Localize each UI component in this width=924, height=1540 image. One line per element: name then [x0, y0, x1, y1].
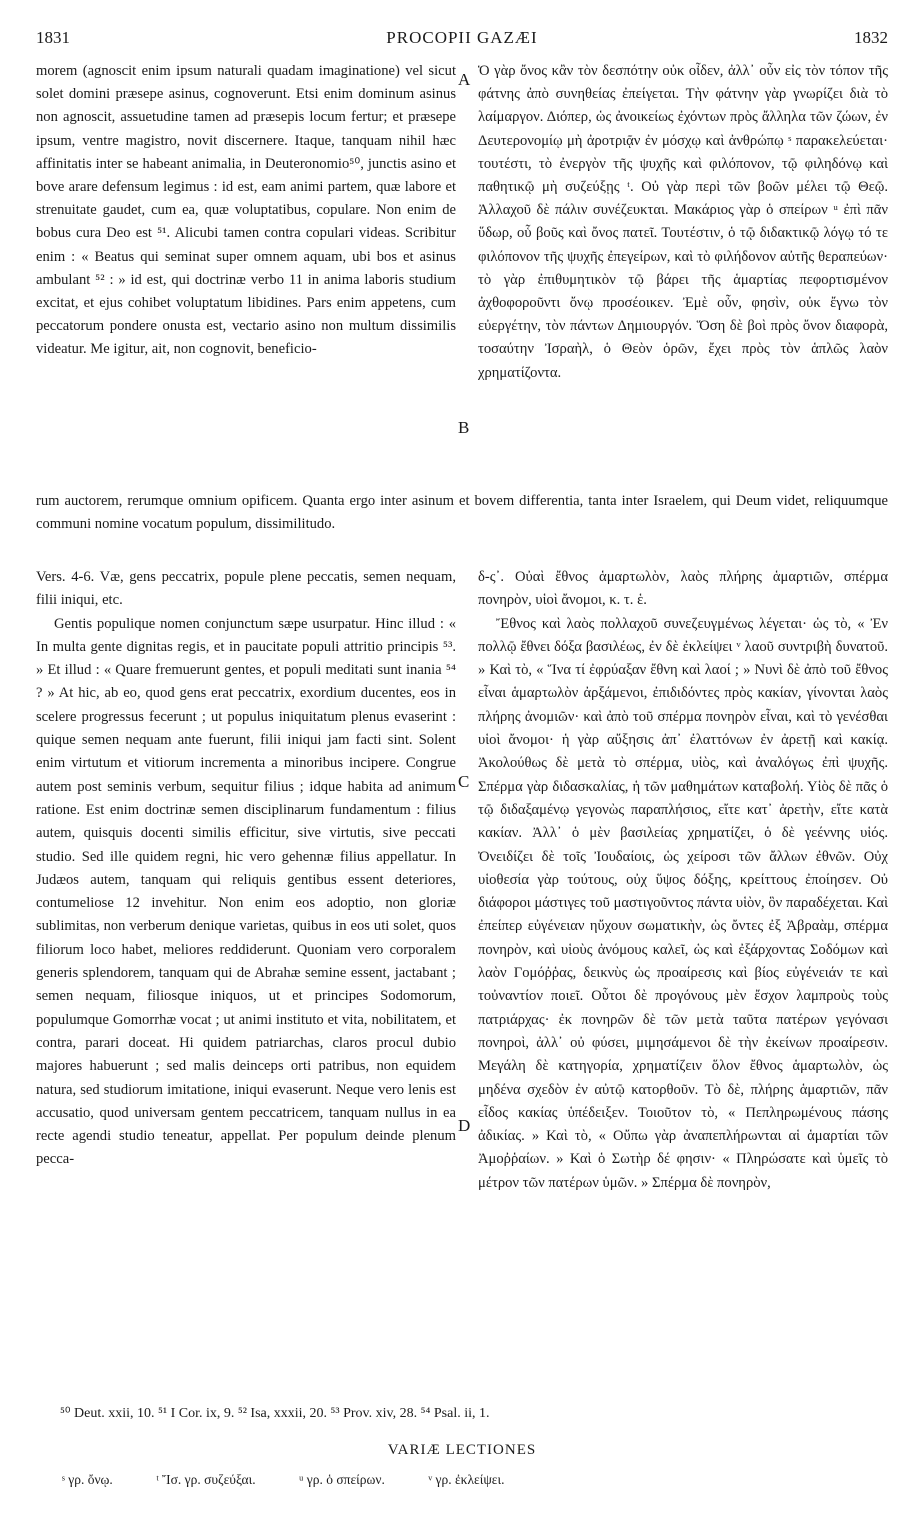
- latin-verse-commentary: Vers. 4-6. Væ, gens peccatrix, popule plene peccatis, semen nequam, filii iniqui, etc.: [36, 569, 456, 609]
- latin-column-bottom: [36, 566, 456, 1172]
- margin-letter-d: D: [458, 1116, 471, 1135]
- commentary-paragraph: Ἔθνος καὶ λαὸς πολλαχοῦ συνεζευγμένως λέγεται· ὡς τὸ, « Ἐν πολλῷ ἔθνει δόξα βασιλέως, ἐν δὲ ἐκλείψει ᵛ λαοῦ συντριβὴ δυνατοῦ. » Καὶ τὸ, « Ἵνα τί ἐφρύαξαν ἔθνη καὶ λαοί ; » Νυνὶ δὲ ἀπὸ τοῦ ἔθνος εἶναι ἁμαρτωλὸν ἀρξάμενοι, ἐπιδιδόντες πρὸς κακίαν, γίνονται λαὸς πλήρης ἀνομιῶν· καὶ ἀπὸ τοῦ σπέρμα πονηρὸν εἶναι, καὶ τὸ γενέσθαι υἱοὶ ἄνομοι· ἡ γὰρ αὔξησις ἀπ᾽ ἐλαττόνων ἐν ἀρετῇ καὶ κακίᾳ. Ἀκολούθως δὲ μετὰ τὸ σπέρμα, υἱὸς, καὶ ἀναλόγως ἐπὶ ψυχῆς. Σπέρμα γὰρ διδασκαλίας, ἡ τῶν μαθημάτων καταβολή. Υἱὸς δὲ πᾶς ὁ τῷ διδαξαμένῳ γεγονὼς παραπλήσιος, εἴτε κατ᾽ ἀρετὴν, εἴτε κατὰ κακίαν. Ἀλλ᾽ ὁ μὲν βασιλείας χρηματίζει, ὁ δὲ γεέννης υἱός. Ὀνειδίζει δὲ τοῖς Ἰουδαίοις, ὡς χείροσι τῶν ἄλλων ἐθνῶν. Οὐχ υἱοθεσία γὰρ τούτους, οὐχ ὕψος δόξης, κρείττους ἐποίησεν. Οὐ διάφοροι μάστιγες τοῦ μαστιγοῦντος πάντα υἱὸν, ὃν παραδέχεται. Καὶ ἐπείπερ εὐγένειαν ηὔχουν σωματικὴν, ὡς ὄντες ἐξ Ἀβραὰμ, σπέρμα πονηρὸν, καὶ υἱοὺς ἀνόμους καλεῖ, ὡς καὶ ἐξάρχοντας Σοδόμων καὶ λαὸν Γομόῤῥας, δεικνὺς ὡς προαίρεσις καὶ βίος εὐγένειάν τε καὶ τοὐναντίον ποιεῖ. Οὗτοι δὲ προγόνους μὲν ἔσχον λαμπροὺς τοὺς πατριάρχας· ἐκ πονηρῶν δὲ τῶν μετὰ ταῦτα πατέρων γεγόνασι πονηροὶ, ἀλλ᾽ οὐ φύσει, μιμησάμενοι δὲ τὴν ἐκείνων προαίρεσιν. Μεγάλη δὲ κατηγορία, χρηματίζειν ὅλον ἔθνος ἁμαρτωλὸν, ὡς μηδένα σχεδὸν ἐν αὐτῷ κατορθοῦν. Τὸ δὲ, πλήρης ἁμαρτιῶν, πᾶν εἶδος κακίας ὑπέδειξεν. Τοιοῦτον τὸ, « Πεπληρωμένους πάσης ἀδικίας. » Καὶ τὸ, « Οὔπω γὰρ ἀναπεπλήρωνται αἱ ἁμαρτίαι τῶν Ἀμοῤῥαίων. » Καὶ ὁ Σωτὴρ δέ φησιν· « Πληρώσατε καὶ ὑμεῖς τὸ μέτρον τῶν πατέρων ὑμῶν. » Σπέρμα δὲ πονηρὸν,: [478, 615, 888, 1191]
- footnotes: ⁵⁰ Deut. xxii, 10. ⁵¹ I Cor. ix, 9. ⁵² Isa, xxxii, 20. ⁵³ Prov. xiv, 28. ⁵⁴ Psal. ii, 1.: [60, 1406, 490, 1421]
- variant-reading: ᵛ γρ. ἐκλείψει.: [428, 1472, 505, 1487]
- variant-reading: ˢ γρ. ὄνῳ.: [62, 1472, 113, 1487]
- latin-spanning-text: rum auctorem, rerumque omnium opificem. Quanta ergo inter asinum et bovem differentia, tanta inter Israelem, qui Deum videt, reliquumque communi nomine vocatum populum, dissimilitudo.: [36, 493, 888, 533]
- page-number-left: 1831: [36, 28, 70, 47]
- greek-column-top: [478, 60, 888, 385]
- greek-column-bottom: [478, 566, 888, 1195]
- page-number-right: 1832: [854, 28, 888, 47]
- greek-paragraph: Ὁ γὰρ ὄνος κἂν τὸν δεσπότην οὐκ οἶδεν, ἀλλ᾽ οὖν εἰς τὸν τόπον τῆς φάτνης ἀπὸ συνηθείας ἐπείγεται. Τὴν φάτνην γὰρ γνωρίζει διὰ τὸ λαίμαργον. Διόπερ, ὡς ἀνοικείως ἐχόντων πρὸς ἄλληλα τῶν ζώων, ἐν Δευτερονομίῳ μὴ ἀροτριᾷν ἐν μόσχῳ καὶ ἀνθρώπῳ ˢ παρακελεύεται· τουτέστι, τὸ ἐνεργὸν τῆς ψυχῆς καὶ φιλόπονον, τῷ φιληδόνῳ καὶ παθητικῷ μὴ συζεύξῃς ᵗ. Οὐ γὰρ περὶ τῶν βοῶν μέλει τῷ Θεῷ. Ἀλλαχοῦ δὲ πάλιν συνέζευκται. Μακάριος γὰρ ὁ σπείρων ᵘ ἐπὶ πᾶν ὕδωρ, οὗ βοῦς καὶ ὄνος πατεῖ. Τουτέστιν, ὁ τῷ διδακτικῷ λόγῳ τό τε φιλόπονον τῆς ψυχῆς ἐπεγείρων, καὶ τὸ φιλήδονον αὐτῆς θεραπεύων· τὸ γὰρ ἐπιθυμητικὸν τῷ βάρει τῆς ἁμαρτίας πεφορτισμένον ἀχθοφοροῦντι ὄνῳ προσέοικεν. Ἐμὲ οὖν, φησὶν, οὐκ ἔγνω τὸν εὐεργέτην, τὸν πάντων Δημιουργόν. Ὅση δὲ βοὶ πρὸς ὄνον διαφορὰ, τοσαύτην Ἰσραὴλ, ὁ Θεὸν ὁρῶν, ἔχει πρὸς τὸν ἁπλῶς λαὸν χρηματίζοντα.: [478, 63, 888, 381]
- margin-letter-b: B: [458, 418, 470, 437]
- variant-reading: ᵗ Ἴσ. γρ. συζεύξαι.: [156, 1472, 256, 1487]
- margin-letter-a: A: [458, 70, 471, 89]
- variae-lectiones: [62, 1472, 882, 1488]
- latin-column-top: [36, 60, 456, 362]
- variae-lectiones-title: VARIÆ LECTIONES: [387, 1442, 537, 1458]
- commentary-paragraph: Gentis populique nomen conjunctum sæpe usurpatur. Hinc illud : « In multa gente dignitas regis, et in paucitate populi attritio principis ⁵³. » Et illud : « Quare fremuerunt gentes, et populi meditati sunt inania ⁵⁴ ? » At hic, ab eo, quod gens erat peccatrix, exordium ducentes, eos in scelere progressus fecerunt ; ut populus iniquitatum plenus evaserint : quique semen nequam ante fuerunt, filii iniqui jam facti sint. Solent enim virtutum et vitiorum incrementa a minoribus incipere. Congrue autem post seminis verbum, sequitur filius ; idque habita ad animum ratione. Est enim doctrinæ semen disciplinarum fundamentum : filius autem, quisquis docenti similis efficitur, sive virtutis, sive peccati studio. Sed ille quidem regni, hic vero gehennæ filius appellatur. In Judæos autem, tanquam qui reliquis gentibus essent deteriores, contumeliose 12 invehitur. Non enim eos adoptio, non gloriæ sublimitas, non verberum denique varietas, quibus in eos uti solet, quos filiorum loco habet, meliores reddiderunt. Quoniam vero corporalem generis splendorem, tanquam qui de Abrahæ semine essent, jactabant ; semen nequam, filiosque iniquos, ut et principes Sodomorum, populumque Gomorrhæ vocat ; ut animi instituto et vita, nobilitatem, et contra, parari doceat. Hi quidem patriarchas, claros procul dubio majores habuerunt ; sed malis deinceps orti patribus, non equidem natura, sed studiorum imitatione, iniqui evaserunt. Neque vero lenis est accusatio, quod universam gentem peccatricem, tanquam nullus in ea recte agendi studio teneatur, appellat. Per populum deinde plenum pecca-: [36, 615, 456, 1168]
- latin-paragraph: morem (agnoscit enim ipsum naturali quadam imaginatione) vel sicut solet domini præsepe asinus, cognoverunt. Etsi enim dominum asinus non agnoscit, assuetudine tamen ad præsepis locum fertur; et præsepe ipsum, ventre magistro, novit discernere. Itaque, tanquam nihil hæc affinitatis inter se habeant animalia, in Deuteronomio⁵⁰, junctis asino et bove arare defensum legimus : id est, eam animi partem, quæ labore et strenuitate gaudet, cum ea, quæ voluptatibus, copulare. Non enim de bobus cura Deo est ⁵¹. Alicubi tamen contra copulari videas. Scribitur enim : « Beatus qui seminat super omnem aquam, ubi bos et asinus ambulant ⁵² : » id est, qui doctrinæ verbo 11 in anima laboris studium excitat, et ejus cohibet voluptatum libidines. Pars enim appetens, cum peccatorum pondere onusta est, vectario asino non multum dissimilis videatur. Me igitur, ait, non cognovit, beneficio-: [36, 63, 456, 358]
- greek-verse-commentary: δ-ς᾽. Οὐαὶ ἔθνος ἁμαρτωλὸν, λαὸς πλήρης ἁμαρτιῶν, σπέρμα πονηρὸν, υἱοὶ ἄνομοι, κ. τ. ἑ.: [478, 569, 888, 609]
- running-title: PROCOPII GAZÆI: [386, 28, 538, 47]
- running-header: [36, 28, 888, 52]
- variant-reading: ᵘ γρ. ὁ σπείρων.: [298, 1472, 385, 1487]
- margin-letter-c: C: [458, 772, 470, 791]
